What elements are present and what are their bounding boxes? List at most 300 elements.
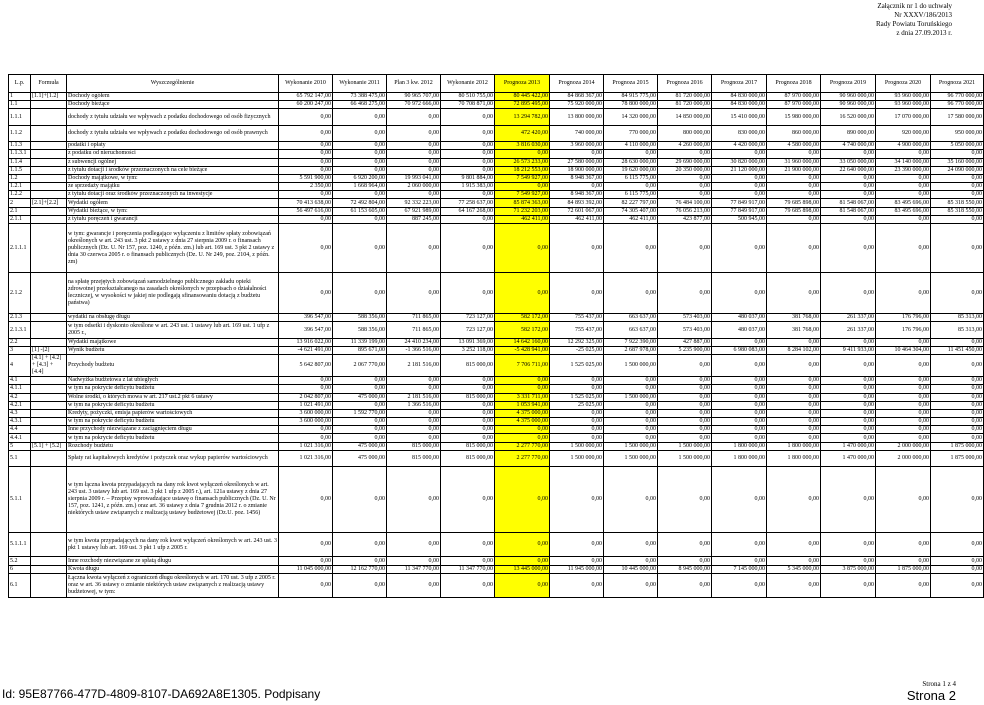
value-cell: 1 021 316,00 [279,442,333,450]
value-cell: 0,00 [876,174,931,182]
row-formula [31,174,67,182]
value-cell: 0,00 [931,573,984,598]
value-cell: 75 920 000,00 [550,101,604,109]
value-cell: 0,00 [712,418,767,426]
value-cell: 815 000,00 [441,393,495,401]
value-cell: 0,00 [712,393,767,401]
row-description: Dochody bieżące [67,101,279,109]
value-cell: 475 000,00 [333,450,387,466]
value-cell: 17 580 000,00 [931,109,984,125]
value-cell: 90 965 707,00 [387,93,441,101]
value-cell: 0,00 [931,191,984,199]
value-cell: 0,00 [387,142,441,150]
value-cell: 0,00 [767,150,821,158]
value-cell: 0,00 [333,125,387,141]
column-header: Formuła [31,75,67,93]
row-description: dochody z tytułu udziału we wpływach z podatku dochodowego od osób prawnych [67,125,279,141]
value-cell: 0,00 [767,215,821,223]
value-cell: 0,00 [387,426,441,434]
row-formula [31,565,67,573]
resolution-note [876,2,952,38]
financial-forecast-table-container [8,74,982,598]
value-cell: 0,00 [931,409,984,417]
row-formula [31,393,67,401]
value-cell: 0,00 [821,426,876,434]
row-number: 4.4 [9,426,31,434]
column-header: Wykonanie 2012 [441,75,495,93]
row-description: w tym łączna kwota przypadających na dany rok kwot wyłączeń określonych w art. 243 ust. 3 ustawy lub art. 169 ust. 3 pkt 1 ufp z 2005 r.), art. 121a ustawy z dnia 27 sierpnia 2009 r. – Przepisy wprowadzające ustawę o finansach publicznych (Dz. U. Nr 157, poz. 1241, z późn. zm.) oraz art. 36 ustawy z dnia 7 grudnia 2012 r. o zmianie niektórych ustaw związanych z realizacją ustawy budżetowej (Dz.U. poz. 1456) [67,467,279,533]
row-formula [31,338,67,346]
value-cell: 0,00 [767,355,821,377]
value-cell: 0,00 [712,174,767,182]
value-cell: 11 339 199,00 [333,338,387,346]
value-cell: 3 252 118,00 [441,346,495,354]
value-cell: 0,00 [604,418,658,426]
value-cell: 755 437,00 [550,314,604,322]
value-cell: 83 495 696,00 [876,207,931,215]
table-row [9,207,984,215]
value-cell: -4 621 491,00 [279,346,333,354]
value-cell: 588 356,00 [333,314,387,322]
value-cell: 0,00 [712,434,767,442]
value-cell: 0,00 [658,409,712,417]
value-cell: 13 800 000,00 [550,109,604,125]
document-id: Id: 95E87766-477D-4809-8107-DA692A8E1305. Podpisany [2,687,321,701]
value-cell: 176 796,00 [876,314,931,322]
table-row [9,338,984,346]
value-cell: 427 887,00 [658,338,712,346]
value-cell: 815 000,00 [441,355,495,377]
column-header: Prognoza 2021 [931,75,984,93]
value-cell: 8 948 367,00 [550,174,604,182]
value-cell: 0,00 [550,385,604,393]
value-cell: 2 042 807,00 [279,393,333,401]
value-cell: 0,00 [495,434,550,442]
value-cell: 0,00 [712,377,767,385]
column-header: Prognoza 2016 [658,75,712,93]
value-cell: 0,00 [441,215,495,223]
value-cell: 85 874 363,00 [495,199,550,207]
value-cell: 80 445 422,00 [495,93,550,101]
value-cell: 0,00 [712,355,767,377]
row-formula [31,109,67,125]
note-line: Nr XXXV/186/2013 [894,11,952,19]
column-header: Prognoza 2015 [604,75,658,93]
value-cell: 92 332 223,00 [387,199,441,207]
value-cell: 462 411,00 [550,215,604,223]
value-cell: 0,00 [550,557,604,565]
value-cell: -25 025,00 [550,346,604,354]
value-cell: 1 800 000,00 [712,442,767,450]
row-number: 1.2 [9,174,31,182]
value-cell: 0,00 [767,385,821,393]
value-cell: 0,00 [821,150,876,158]
value-cell: 0,00 [767,573,821,598]
value-cell: 0,00 [604,183,658,191]
value-cell: 0,00 [333,557,387,565]
value-cell: 0,00 [495,467,550,533]
value-cell: 1 875 000,00 [931,450,984,466]
row-number: 5.2 [9,557,31,565]
row-formula [31,142,67,150]
value-cell: 0,00 [767,409,821,417]
value-cell: 0,00 [495,385,550,393]
table-row [9,385,984,393]
value-cell: 0,00 [333,401,387,409]
row-formula [31,224,67,273]
value-cell: 0,00 [712,338,767,346]
value-cell: 33 050 000,00 [821,158,876,166]
column-header: Prognoza 2018 [767,75,821,93]
value-cell: 0,00 [876,418,931,426]
value-cell: 7 549 927,00 [495,174,550,182]
row-description: Łączna kwota wyłączeń z ograniczeń długu określonych w art. 170 ust. 3 ufp z 2005 r. oraz w art. 36 ustawy o zmianie niektórych ustaw związanych z realizacją ustawy budżetowej, w tym: [67,573,279,598]
table-row [9,199,984,207]
value-cell: 0,00 [387,150,441,158]
value-cell: 0,00 [333,532,387,557]
row-description: wydatki na obsługę długu [67,314,279,322]
row-number: 4.1 [9,377,31,385]
row-description: w tym: gwarancje i poręczenia podlegające wyłączeniu z limitów spłaty zobowiązań określonych w art. 243 ust. 3 pkt 2 ustawy z dnia 27 sierpnia 2009 r. o finansach publicznych (Dz. U. Nr 157, poz. 1240, z późn. zm.) lub art. 169 ust. 3 pkt 2 ustawy z dnia 30 czerwca 2005 r. o finansach publicznych (Dz. U. Nr 249, poz. 2104, z późn. zm) [67,224,279,273]
row-description: Dochody majątkowe, w tym: [67,174,279,182]
value-cell: 895 671,00 [333,346,387,354]
table-row [9,532,984,557]
value-cell: 0,00 [279,532,333,557]
value-cell: 0,00 [821,174,876,182]
value-cell: 81 720 000,00 [658,93,712,101]
value-cell: 85 318 550,00 [931,207,984,215]
value-cell: 10 445 000,00 [604,565,658,573]
table-row [9,215,984,223]
value-cell: 0,00 [279,142,333,150]
row-number: 1.1 [9,101,31,109]
value-cell: 5 591 900,00 [279,174,333,182]
value-cell: 0,00 [604,273,658,314]
row-formula [31,183,67,191]
value-cell: 0,00 [658,150,712,158]
value-cell: 0,00 [387,573,441,598]
value-cell: 0,00 [876,215,931,223]
row-formula [31,409,67,417]
value-cell: 0,00 [604,434,658,442]
value-cell: 0,00 [441,401,495,409]
row-description: Inne przychody niezwiązane z zaciągnięciem długu [67,426,279,434]
value-cell: 0,00 [495,183,550,191]
value-cell: 0,00 [279,224,333,273]
value-cell: 0,00 [876,385,931,393]
row-number: 2.1.2 [9,273,31,314]
value-cell: 21 900 000,00 [767,166,821,174]
value-cell: 60 200 247,00 [279,101,333,109]
row-description: Nadwyżka budżetowa z lat ubiegłych [67,377,279,385]
value-cell: 19 993 041,00 [387,174,441,182]
value-cell: 500 945,00 [712,215,767,223]
value-cell: 0,00 [658,393,712,401]
table-row [9,125,984,141]
row-formula: [1] -[2] [31,346,67,354]
value-cell: 0,00 [333,385,387,393]
value-cell: 0,00 [876,557,931,565]
value-cell: 5 642 807,00 [279,355,333,377]
table-row [9,355,984,377]
value-cell: 5 235 900,00 [658,346,712,354]
row-description: w tym na pokrycie deficytu budżetu [67,418,279,426]
value-cell: 0,00 [441,409,495,417]
row-formula [31,557,67,565]
row-formula [31,158,67,166]
value-cell: 6 115 775,00 [604,174,658,182]
value-cell: 0,00 [550,224,604,273]
value-cell: 860 000,00 [767,125,821,141]
value-cell: 0,00 [658,174,712,182]
row-number: 1 [9,93,31,101]
column-header: Prognoza 2013 [495,75,550,93]
value-cell: 84 915 775,00 [604,93,658,101]
value-cell: 90 960 000,00 [821,93,876,101]
value-cell: 0,00 [495,377,550,385]
value-cell: 0,00 [604,385,658,393]
value-cell: 66 468 275,00 [333,101,387,109]
value-cell: 887 245,00 [387,215,441,223]
value-cell: 4 900 000,00 [876,142,931,150]
value-cell: 0,00 [387,377,441,385]
value-cell: 0,00 [931,532,984,557]
row-number: 1.1.1 [9,109,31,125]
value-cell: 0,00 [604,150,658,158]
table-row [9,565,984,573]
value-cell: 0,00 [876,224,931,273]
table-row [9,150,984,158]
table-row [9,166,984,174]
value-cell: 462 411,00 [495,215,550,223]
value-cell: 711 865,00 [387,314,441,322]
value-cell: 0,00 [931,183,984,191]
note-line: Załącznik nr 1 do uchwały [877,2,952,10]
value-cell: 0,00 [821,557,876,565]
value-cell: 830 000,00 [712,125,767,141]
value-cell: 0,00 [333,377,387,385]
table-row [9,426,984,434]
row-formula: [2.1]+[2.2] [31,199,67,207]
value-cell: 9 801 884,00 [441,174,495,182]
value-cell: 0,00 [931,174,984,182]
value-cell: 0,00 [550,409,604,417]
table-row [9,224,984,273]
value-cell: 0,00 [495,573,550,598]
column-header: Prognoza 2019 [821,75,876,93]
row-number: 1.1.5 [9,166,31,174]
value-cell: 381 768,00 [767,314,821,322]
table-row [9,573,984,598]
value-cell: 663 637,00 [604,322,658,338]
value-cell: 11 945 000,00 [550,565,604,573]
value-cell: 1 525 025,00 [550,393,604,401]
value-cell: 2 000 000,00 [876,442,931,450]
value-cell: 35 160 000,00 [931,158,984,166]
column-header: Wykonanie 2011 [333,75,387,93]
value-cell: 0,00 [495,557,550,565]
value-cell: 0,00 [931,565,984,573]
value-cell: 0,00 [658,418,712,426]
value-cell: 0,00 [441,191,495,199]
value-cell: 96 770 000,00 [931,93,984,101]
value-cell: 0,00 [821,532,876,557]
value-cell: 0,00 [876,401,931,409]
value-cell: 12 162 770,00 [333,565,387,573]
value-cell: 0,00 [712,385,767,393]
value-cell: 0,00 [767,418,821,426]
value-cell: 0,00 [931,467,984,533]
value-cell: 0,00 [279,557,333,565]
row-formula [31,150,67,158]
row-description: w tym na pokrycie deficytu budżetu [67,434,279,442]
value-cell: 1 500 000,00 [604,442,658,450]
value-cell: 0,00 [550,273,604,314]
table-row [9,377,984,385]
value-cell: 17 070 000,00 [876,109,931,125]
value-cell: 0,00 [767,401,821,409]
value-cell: 84 830 000,00 [712,93,767,101]
table-row [9,409,984,417]
value-cell: 11 347 770,00 [441,565,495,573]
value-cell: 0,00 [495,273,550,314]
value-cell: 0,00 [712,401,767,409]
value-cell: 0,00 [495,150,550,158]
value-cell: 0,00 [767,557,821,565]
value-cell: 0,00 [931,224,984,273]
value-cell: 0,00 [931,377,984,385]
value-cell: 29 690 000,00 [658,158,712,166]
value-cell: 3 875 000,00 [821,565,876,573]
value-cell: 1 500 000,00 [550,450,604,466]
value-cell: 0,00 [550,532,604,557]
row-number: 2.1.1.1 [9,224,31,273]
row-formula [31,215,67,223]
value-cell: 0,00 [387,166,441,174]
row-description: dochody z tytułu udziału we wpływach z podatku dochodowego od osób fizycznych [67,109,279,125]
row-formula [31,385,67,393]
value-cell: 0,00 [876,434,931,442]
value-cell: 0,00 [387,224,441,273]
value-cell: 582 172,00 [495,322,550,338]
value-cell: 76 056 213,00 [658,207,712,215]
value-cell: 4 260 000,00 [658,142,712,150]
value-cell: 26 573 233,00 [495,158,550,166]
value-cell: 3 816 030,00 [495,142,550,150]
column-header: Prognoza 2017 [712,75,767,93]
value-cell: 7 145 000,00 [712,565,767,573]
page-label: Strona 2 [906,688,956,703]
value-cell: 0,00 [876,338,931,346]
value-cell: 0,00 [767,174,821,182]
value-cell: 0,00 [441,224,495,273]
row-description: na spłatę przejętych zobowiązań samodzielnego publicznego zakładu opieki zdrowotnej przekształcanego na zasadach określonych w przepisach o działalności leczniczej, w wysokości w jakiej nie podlegają sfinansowaniu dotacją z budżetu państwa) [67,273,279,314]
value-cell: 70 972 666,00 [387,101,441,109]
value-cell: 0,00 [876,532,931,557]
table-row [9,314,984,322]
value-cell: 1 500 000,00 [604,393,658,401]
value-cell: 0,00 [441,385,495,393]
value-cell: 0,00 [658,434,712,442]
value-cell: 90 960 000,00 [821,101,876,109]
value-cell: 0,00 [876,355,931,377]
value-cell: 0,00 [333,224,387,273]
value-cell: 3 960 000,00 [550,142,604,150]
value-cell: 0,00 [279,377,333,385]
row-number: 4.2.1 [9,401,31,409]
value-cell: 0,00 [441,150,495,158]
value-cell: 0,00 [387,532,441,557]
row-number: 2.2 [9,338,31,346]
value-cell: 0,00 [658,532,712,557]
value-cell: 22 640 000,00 [821,166,876,174]
value-cell: 0,00 [441,467,495,533]
value-cell: 0,00 [333,426,387,434]
row-formula [31,532,67,557]
row-formula: [5.1] + [5.2] [31,442,67,450]
table-row [9,273,984,314]
value-cell: 381 768,00 [767,322,821,338]
value-cell: 0,00 [658,467,712,533]
value-cell: 79 685 898,00 [767,207,821,215]
value-cell: 0,00 [712,191,767,199]
value-cell: 56 497 616,00 [279,207,333,215]
value-cell: 73 388 475,00 [333,93,387,101]
value-cell: 0,00 [387,158,441,166]
value-cell: 472 420,00 [495,125,550,141]
row-number: 4.4.1 [9,434,31,442]
table-body [9,93,984,598]
value-cell: 0,00 [604,224,658,273]
value-cell: 0,00 [876,393,931,401]
value-cell: 0,00 [658,191,712,199]
row-formula [31,191,67,199]
value-cell: 0,00 [712,557,767,565]
value-cell: 890 000,00 [821,125,876,141]
value-cell: 0,00 [658,557,712,565]
value-cell: 6 920 200,00 [333,174,387,182]
value-cell: 815 000,00 [387,450,441,466]
value-cell: 396 547,00 [279,314,333,322]
value-cell: 755 437,00 [550,322,604,338]
value-cell: 0,00 [604,467,658,533]
value-cell: 0,00 [604,377,658,385]
value-cell: 0,00 [876,191,931,199]
value-cell: 0,00 [550,573,604,598]
value-cell: 7 706 711,00 [495,355,550,377]
value-cell: 78 800 000,00 [604,101,658,109]
value-cell: 0,00 [441,166,495,174]
value-cell: 0,00 [279,573,333,598]
value-cell: 573 403,00 [658,314,712,322]
value-cell: 0,00 [767,393,821,401]
table-row [9,557,984,565]
value-cell: 0,00 [767,532,821,557]
value-cell: 0,00 [387,418,441,426]
value-cell: 0,00 [550,434,604,442]
value-cell: 0,00 [441,573,495,598]
row-formula [31,573,67,598]
value-cell: 77 258 637,00 [441,199,495,207]
row-description: Wolne środki, o których mowa w art. 217 ust.2 pkt 6 ustawy [67,393,279,401]
value-cell: 1 592 770,00 [333,409,387,417]
value-cell: 573 403,00 [658,322,712,338]
value-cell: 1 053 941,00 [495,401,550,409]
value-cell: 87 970 000,00 [767,101,821,109]
value-cell: 0,00 [658,573,712,598]
row-number: 5.1.1 [9,467,31,533]
value-cell: 65 792 147,00 [279,93,333,101]
